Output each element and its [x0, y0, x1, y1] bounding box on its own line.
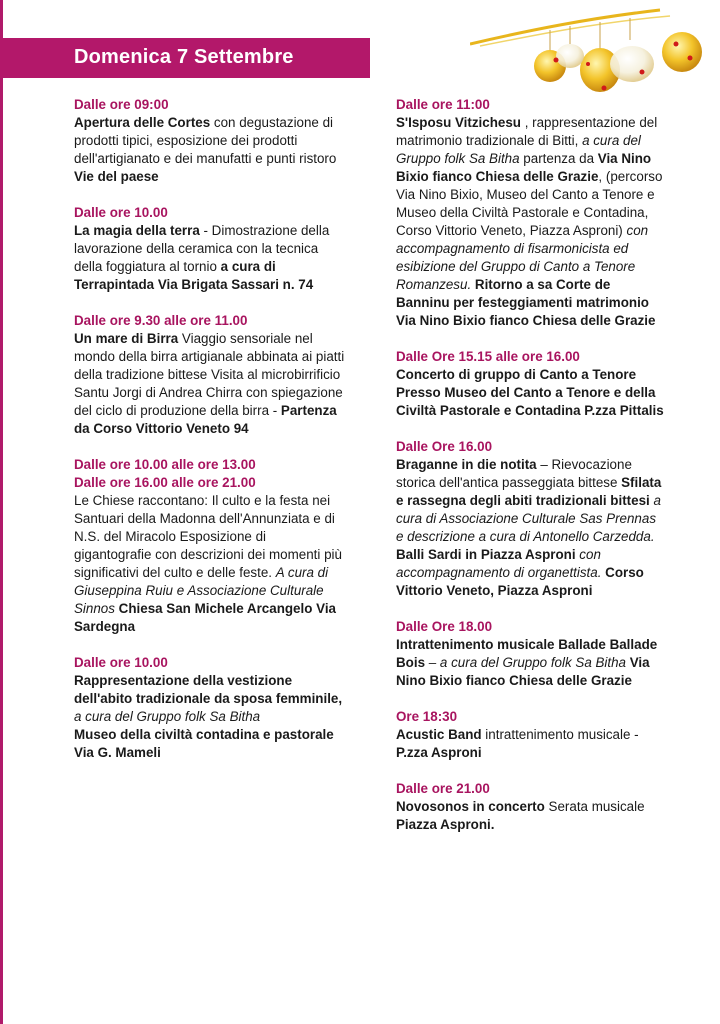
event-time: Dalle ore 11:00 — [396, 97, 490, 112]
event-description — [396, 114, 666, 330]
event-details: - Dimostrazione della lavorazione della ceramica con la tecnica della foggiatura al tornio — [74, 223, 330, 274]
event-description — [396, 726, 666, 762]
event-details: partenza da — [519, 151, 598, 166]
page-edge-rule — [0, 0, 3, 1024]
event-location: Via Nino Bixio fianco Chiesa delle Grazie — [396, 655, 650, 688]
event-item — [396, 438, 666, 600]
event-location: a cura di Terrapintada Via Brigata Sassari n. 74 — [74, 259, 314, 292]
event-time: Dalle ore 10.00 — [74, 205, 168, 220]
event-time: Dalle ore 21.00 — [396, 781, 490, 796]
event-title: Sfilata e rassegna degli abiti tradizionali bittesi — [396, 475, 662, 508]
event-title: Balli Sardi in Piazza Asproni — [396, 547, 576, 562]
event-organizer: a cura del Gruppo folk Sa Bitha — [74, 709, 261, 724]
event-location: P.zza Asproni — [396, 745, 482, 760]
event-time: Dalle ore 10.00 alle ore 13.00 — [74, 457, 256, 472]
event-time: Dalle Ore 18.00 — [396, 619, 493, 634]
event-details: – Rievocazione storica dell'antica passeggiata bittese — [396, 457, 632, 490]
event-location: Via Nino Bixio fianco Chiesa delle Grazie — [396, 151, 652, 184]
event-item — [74, 96, 346, 186]
event-title: Braganne in die notita — [396, 457, 537, 472]
event-details: Le Chiese raccontano: Il culto e la festa nei Santuari della Madonna dell'Annunziata e di N.S. del Miracolo Esposizione di gigantografie con descrizioni dei momenti più significativi del culto e delle feste. — [74, 493, 342, 580]
event-description — [396, 798, 666, 834]
event-details: , (percorso Via Nino Bixio, Museo del Canto a Tenore e Museo della Civiltà Pastorale e Contadina, Corso Vittorio Veneto, Piazza Asproni) — [396, 169, 663, 238]
event-details: Serata musicale — [544, 799, 645, 814]
event-location: Ritorno a sa Corte de Banninu per festeggiamenti matrimonio Via Nino Bixio fianco Chiesa delle Grazie — [396, 277, 656, 328]
event-description — [74, 672, 346, 762]
left-column — [74, 96, 346, 780]
event-time: Dalle Ore 15.15 alle ore 16.00 — [396, 349, 580, 364]
event-details: con accompagnamento di fisarmonicista ed esibizione del Gruppo di Canto a Tenore Romanzesu. — [396, 223, 649, 292]
day-banner — [0, 38, 370, 78]
event-location: Partenza da Corso Vittorio Veneto 94 — [74, 403, 337, 436]
event-location: Vie del paese — [74, 169, 159, 184]
event-organizer: – a cura del Gruppo folk Sa Bitha — [425, 655, 627, 670]
event-time: Dalle Ore 16.00 — [396, 439, 493, 454]
event-organizer: A cura di Giuseppina Ruiu e Associazione Culturale Sinnos — [74, 565, 329, 616]
event-title: Un mare di Birra — [74, 331, 179, 346]
event-location: Piazza Asproni. — [396, 817, 495, 832]
event-description — [74, 222, 346, 294]
event-item — [74, 204, 346, 294]
event-item — [396, 618, 666, 690]
event-title: Acustic Band — [396, 727, 482, 742]
event-organizer: a cura di Associazione Culturale Sas Prennas e descrizione a cura di Antonello Carzedda. — [396, 493, 661, 544]
event-description — [74, 330, 346, 438]
event-time: Ore 18:30 — [396, 709, 458, 724]
event-item — [396, 348, 666, 420]
event-details: con accompagnamento di organettista. — [396, 547, 602, 580]
event-details: intrattenimento musicale - — [481, 727, 639, 742]
page-title: Domenica 7 Settembre — [74, 46, 294, 68]
event-title: Intrattenimento musicale Ballade Ballade Bois — [396, 637, 658, 670]
event-time: Dalle ore 09:00 — [74, 97, 169, 112]
event-description — [74, 492, 346, 636]
event-title: La magia della terra — [74, 223, 200, 238]
event-description — [74, 114, 346, 186]
event-organizer: a cura del Gruppo folk Sa Bitha — [396, 133, 641, 166]
event-item — [396, 708, 666, 762]
event-description — [396, 636, 666, 690]
event-time: Dalle ore 16.00 alle ore 21.00 — [74, 475, 256, 490]
event-location: Corso Vittorio Veneto, Piazza Asproni — [396, 565, 644, 598]
event-item — [74, 456, 346, 636]
event-time: Dalle ore 9.30 alle ore 11.00 — [74, 313, 248, 328]
event-title: Rappresentazione della vestizione dell'abito tradizionale da sposa femminile, — [74, 673, 343, 706]
event-time: Dalle ore 10.00 — [74, 655, 168, 670]
event-item — [74, 312, 346, 438]
event-title: Novosonos in concerto — [396, 799, 545, 814]
event-details: Viaggio sensoriale nel mondo della birra artigianale abbinata ai piatti della tradizione bittese Visita al microbirrificio Santu Jorgi di Andrea Chirra con spiegazione del ciclo di produzione della birra - — [74, 331, 345, 418]
event-location: Chiesa San Michele Arcangelo Via Sardegna — [74, 601, 336, 634]
event-title: S'Isposu Vitzichesu — [396, 115, 521, 130]
event-details: con degustazione di prodotti tipici, esposizione dei prodotti dell'artigianato e dei manufatti e punti ristoro — [74, 115, 337, 166]
event-details: , rappresentazione del matrimonio tradizionale di Bitti, — [396, 115, 658, 148]
event-item — [396, 96, 666, 330]
event-item — [396, 780, 666, 834]
right-column — [396, 96, 666, 852]
event-item — [74, 654, 346, 762]
event-description: Concerto di gruppo di Canto a Tenore Presso Museo del Canto a Tenore e della Civiltà Pastorale e Contadina P.zza Pittalis — [396, 367, 664, 418]
event-location: Museo della civiltà contadina e pastorale Via G. Mameli — [74, 727, 334, 760]
event-title: Apertura delle Cortes — [74, 115, 211, 130]
event-description — [396, 456, 666, 600]
